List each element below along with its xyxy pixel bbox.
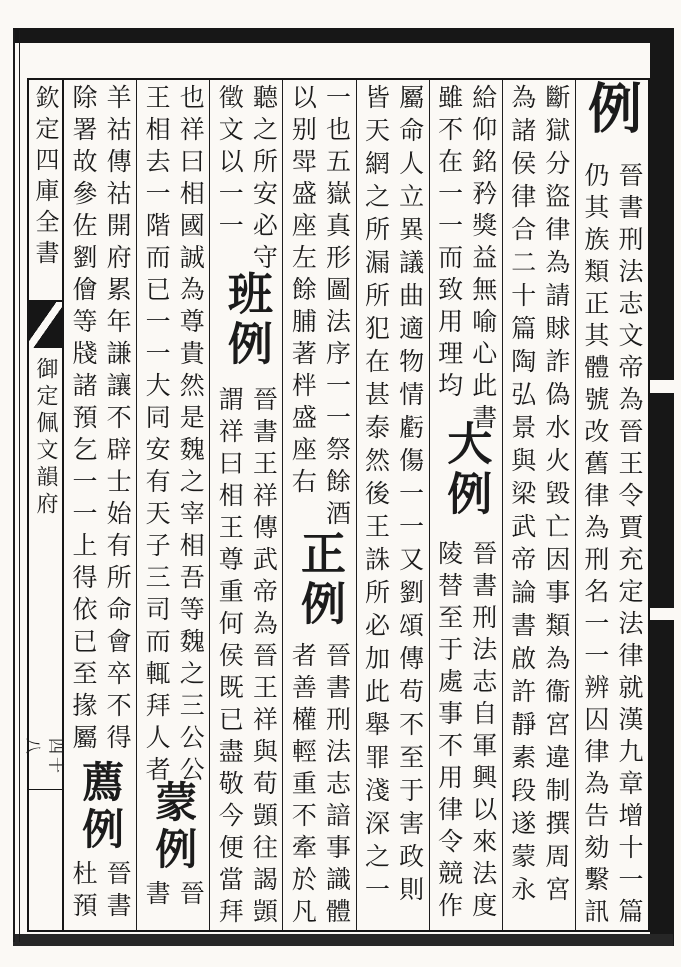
quote-right-subcolumn: 給仰銘矜獎益無喻心此書 [468,84,498,436]
margin-tail-spacer [29,790,62,930]
text-column-8 [64,80,136,930]
collection-title: 欽定四庫全書 [31,85,59,271]
quote-segment [430,80,502,436]
quote-right-subcolumn: 也祥曰相國誠為尊貴然是魏之宰相吾等魏之三公公 [176,84,206,788]
quote-right-subcolumn: 屬命人立異議曲適物情虧傷一一又劉頌傳苟不至于害政則 [395,84,425,909]
entry-headword: 薦例 [76,760,126,854]
quote-segment [357,80,429,930]
quote-segment [137,80,209,788]
fishtail-ornament-icon [29,302,62,348]
quote-right-subcolumn: 一也五嶽真形圖法序一一祭餘酒 [322,84,352,532]
folio-number-block [23,738,66,790]
quote-left-subcolumn: 杜預 [69,860,99,924]
text-column-4 [356,80,429,930]
quote-right-subcolumn: 晉書刑法志諳事識體 [322,642,352,930]
folio-number: 四十八 [23,738,66,777]
quote-segment [210,382,282,930]
collection-title-box [29,80,62,302]
text-body [64,80,648,930]
margin-spacer [29,572,62,738]
quote-right-subcolumn: 晉書王祥傳武帝為晉王祥與荀顗往謁顗 [249,386,279,930]
quote-segment [283,80,355,530]
entry-headword: 例 [579,80,644,139]
quote-right-subcolumn: 斷獄分盜律為請賕詐偽水火毀亡因事類為衞宮違制撰周宮 [541,84,571,909]
quote-left-subcolumn: 以别斝盛座左餘脯著柈盛座右 [288,84,318,500]
quote-left-subcolumn: 王相去一階而已一一大同安有天子三司而輒拜人者 [142,84,172,788]
book-title: 御定佩文韻府 [33,357,58,519]
text-column-6 [209,80,282,930]
binding-edge-right [650,28,674,946]
text-column-5 [282,80,355,930]
quote-segment [576,158,648,930]
quote-left-subcolumn: 仍其族類正其體號改舊律為刑名一一辨囚律為告劾繫訊 [580,162,610,930]
book-title-block [29,348,62,572]
text-column-3 [429,80,502,930]
text-column-7 [136,80,209,930]
quote-segment [503,80,575,930]
quote-left-subcolumn: 雖不在一一而致用理均 [434,84,464,404]
quote-segment [283,638,355,930]
entry-headword: 大例 [439,420,493,520]
text-column-2 [502,80,575,930]
quote-segment [430,536,502,930]
quote-right-subcolumn: 晉書刑法志文帝為晉王令賈充定法律就漢九章增十一篇 [614,162,644,930]
page-edge-line-outer [13,30,15,942]
binding-edge-bottom [13,934,673,946]
quote-segment [64,856,136,930]
text-column-1 [575,80,648,930]
text-frame [23,78,650,932]
binding-edge-top [13,28,673,43]
quote-right-subcolumn: 晉書刑法志自軍興以來法度 [468,540,498,924]
quote-right-subcolumn: 晉 [176,880,206,912]
quote-left-subcolumn: 者善權輕重不牽於凡 [288,642,318,930]
entry-headword: 正例 [292,530,346,630]
quote-left-subcolumn: 書 [142,880,172,912]
quote-segment [137,876,209,930]
quote-left-subcolumn: 謂祥曰相王尊重何侯既已盡敬今便當拜 [215,386,245,930]
entry-headword: 蒙例 [149,780,199,874]
quote-right-subcolumn: 羊祜傳祜開府累年謙讓不辟士始有所命會卒不得 [103,84,133,756]
quote-segment [210,80,282,276]
quote-left-subcolumn: 皆天網之所漏所犯在甚泰然後王誅所必加此舉罪淺深之一 [361,84,391,909]
quote-right-subcolumn: 晉書 [103,860,133,924]
quote-left-subcolumn: 為諸侯律合二十篇陶弘景與梁武帝論書啟許靜素段遂蒙永 [507,84,537,909]
quote-right-subcolumn: 聽之所安必守 [249,84,279,276]
quote-left-subcolumn: 陵替至于處事不用律令競作 [434,540,464,924]
margin-column [23,80,66,930]
quote-segment [64,80,136,760]
quote-left-subcolumn: 徵文以一一 [215,84,245,244]
entry-headword: 班例 [219,270,273,370]
quote-left-subcolumn: 除署故參佐劉儈等牋諸預乞一一上得依已至掾屬 [69,84,99,756]
page-edge-line-inner [19,30,20,942]
